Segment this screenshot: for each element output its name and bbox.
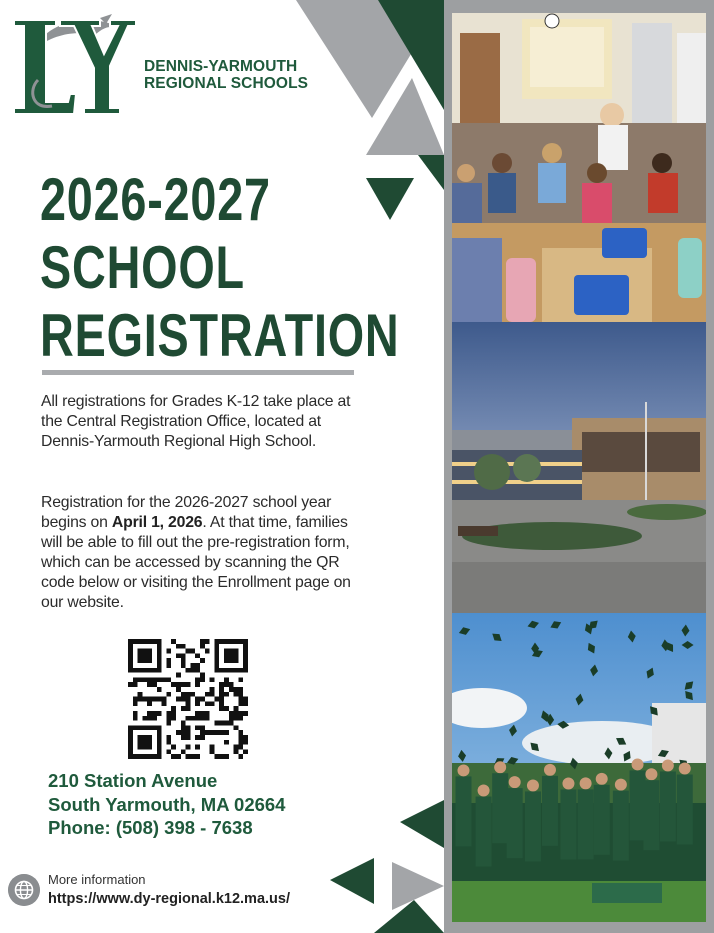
more-info-label: More information: [48, 872, 146, 887]
graduation-photo: [452, 613, 706, 922]
title-divider: [42, 370, 354, 375]
district-logo: [8, 10, 138, 120]
contact-block: [48, 769, 285, 840]
registration-paragraph: [41, 493, 361, 613]
phone-number: Phone: (508) 398 - 7638: [48, 817, 253, 838]
title-line-2: SCHOOL: [40, 234, 245, 301]
website-link[interactable]: https://www.dy-regional.k12.ma.us/: [48, 891, 290, 907]
title-line-3: REGISTRATION: [40, 302, 400, 369]
school-building-photo: [452, 322, 706, 613]
title-line-1: 2026-2027: [40, 166, 271, 233]
district-name-line1: DENNIS-YARMOUTH: [144, 58, 298, 75]
intro-paragraph: All registrations for Grades K-12 take place at the Central Registration Office, located at Dennis-Yarmouth Regional High School.: [41, 393, 351, 450]
city-state-zip: South Yarmouth, MA 02664: [48, 793, 286, 815]
page-title: [40, 166, 399, 370]
paragraph-text-start: Registration for the 2026-2027 school year begins on: [41, 494, 332, 531]
paragraph-text-end: . At that time, families will be able to fill out the pre-registration form, which can be accessed by scanning the QR code below or visiting the Enrollment page on our website.: [41, 514, 351, 611]
district-name: [144, 58, 308, 92]
qr-code[interactable]: [128, 639, 248, 759]
street-address: 210 Station Avenue: [48, 770, 218, 791]
globe-icon: [8, 874, 40, 906]
registration-date: April 1, 2026: [111, 514, 203, 531]
classroom-photo: [452, 13, 706, 322]
district-name-line2: REGIONAL SCHOOLS: [144, 75, 309, 92]
